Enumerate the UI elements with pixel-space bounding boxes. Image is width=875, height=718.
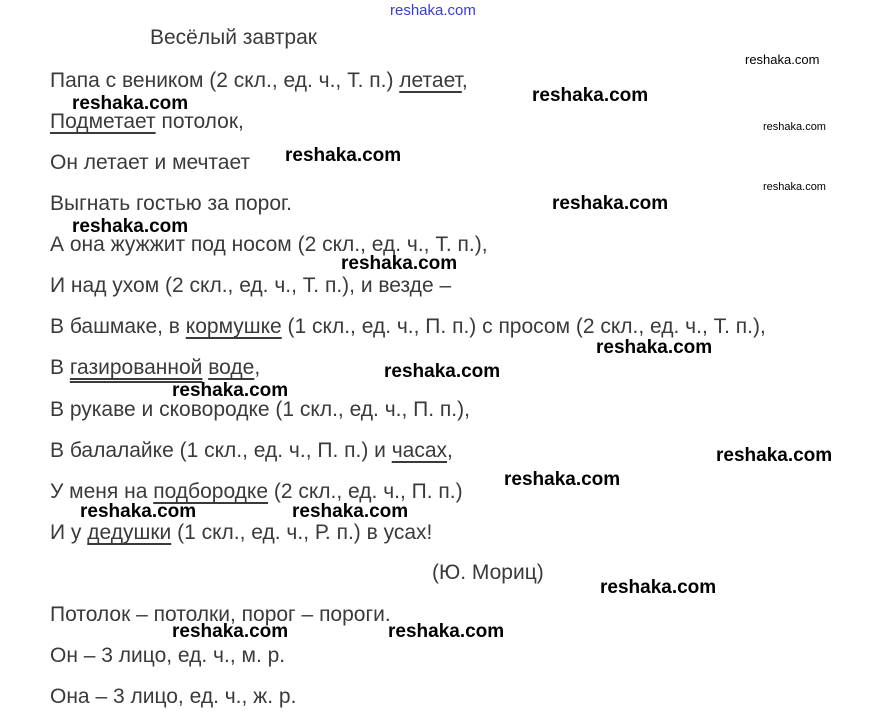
line-text: Выгнать гостью за порог. — [50, 192, 292, 215]
watermark: reshaka.com — [80, 501, 197, 522]
watermark: reshaka.com — [172, 621, 289, 642]
watermark: reshaka.com — [763, 181, 826, 193]
watermark: reshaka.com — [72, 93, 189, 114]
poem-title: Весёлый завтрак — [150, 26, 317, 49]
watermark: reshaka.com — [341, 253, 458, 274]
note-line-3: Она – 3 лицо, ед. ч., ж. р. — [50, 685, 297, 708]
underlined-word: подбородке — [153, 480, 269, 503]
underlined-word: дедушки — [87, 521, 172, 544]
underlined-word: часах — [391, 439, 448, 462]
watermark: reshaka.com — [763, 121, 826, 133]
note-line-2: Он – 3 лицо, ед. ч., м. р. — [50, 644, 286, 667]
poem-line-12 — [50, 520, 432, 546]
line-text: И над ухом (2 скл., ед. ч., Т. п.), и везде – — [50, 274, 452, 297]
line-text: потолок, — [155, 110, 244, 133]
watermark: reshaka.com — [388, 621, 505, 642]
line-text: В — [50, 356, 70, 379]
poem-line-4 — [50, 191, 292, 217]
underlined-word: кормушке — [185, 315, 282, 338]
line-text: А она жужжит под носом (2 скл., ед. ч., Т. п.), — [50, 233, 488, 256]
underlined-word: газированной — [69, 356, 203, 379]
poem-line-1 — [50, 68, 468, 94]
underlined-word: летает — [399, 69, 462, 92]
top-watermark: reshaka.com — [390, 2, 476, 19]
line-text: В рукаве и сковородке (1 скл., ед. ч., П. п.), — [50, 398, 470, 421]
line-text: (2 скл., ед. ч., П. п.) — [268, 480, 463, 503]
poem-line-10 — [50, 438, 453, 464]
watermark: reshaka.com — [384, 361, 501, 382]
note-line-1: Потолок – потолки, порог – пороги. — [50, 603, 391, 626]
line-text: У меня на — [50, 480, 154, 503]
poem-line-8 — [50, 355, 260, 381]
watermark: reshaka.com — [596, 337, 713, 358]
line-text: В башмаке, в — [50, 315, 186, 338]
watermark: reshaka.com — [600, 577, 717, 598]
line-text: , — [461, 69, 468, 92]
watermark: reshaka.com — [532, 85, 649, 106]
line-text: (1 скл., ед. ч., Р. п.) в усах! — [171, 521, 433, 544]
watermark: reshaka.com — [72, 216, 189, 237]
watermark: reshaka.com — [745, 52, 820, 67]
watermark: reshaka.com — [504, 469, 621, 490]
underlined-word: Подметает — [50, 110, 156, 133]
watermark: reshaka.com — [292, 501, 409, 522]
watermark: reshaka.com — [552, 193, 669, 214]
poem-line-3 — [50, 150, 250, 176]
line-text: (1 скл., ед. ч., П. п.) с просом (2 скл., ед. ч., Т. п.), — [281, 315, 766, 338]
watermark: reshaka.com — [172, 380, 289, 401]
line-text: И у — [50, 521, 88, 544]
underlined-word: воде — [208, 356, 255, 379]
poem-line-6 — [50, 273, 451, 299]
line-text: , — [254, 356, 261, 379]
line-text: В балалайке (1 скл., ед. ч., П. п.) и — [50, 439, 392, 462]
watermark: reshaka.com — [285, 145, 402, 166]
watermark: reshaka.com — [716, 445, 833, 466]
line-text: , — [447, 439, 453, 462]
line-text: Он летает и мечтает — [50, 151, 251, 174]
poem-author: (Ю. Мориц) — [432, 561, 544, 584]
line-text: Папа с веником (2 скл., ед. ч., Т. п.) — [50, 69, 400, 92]
